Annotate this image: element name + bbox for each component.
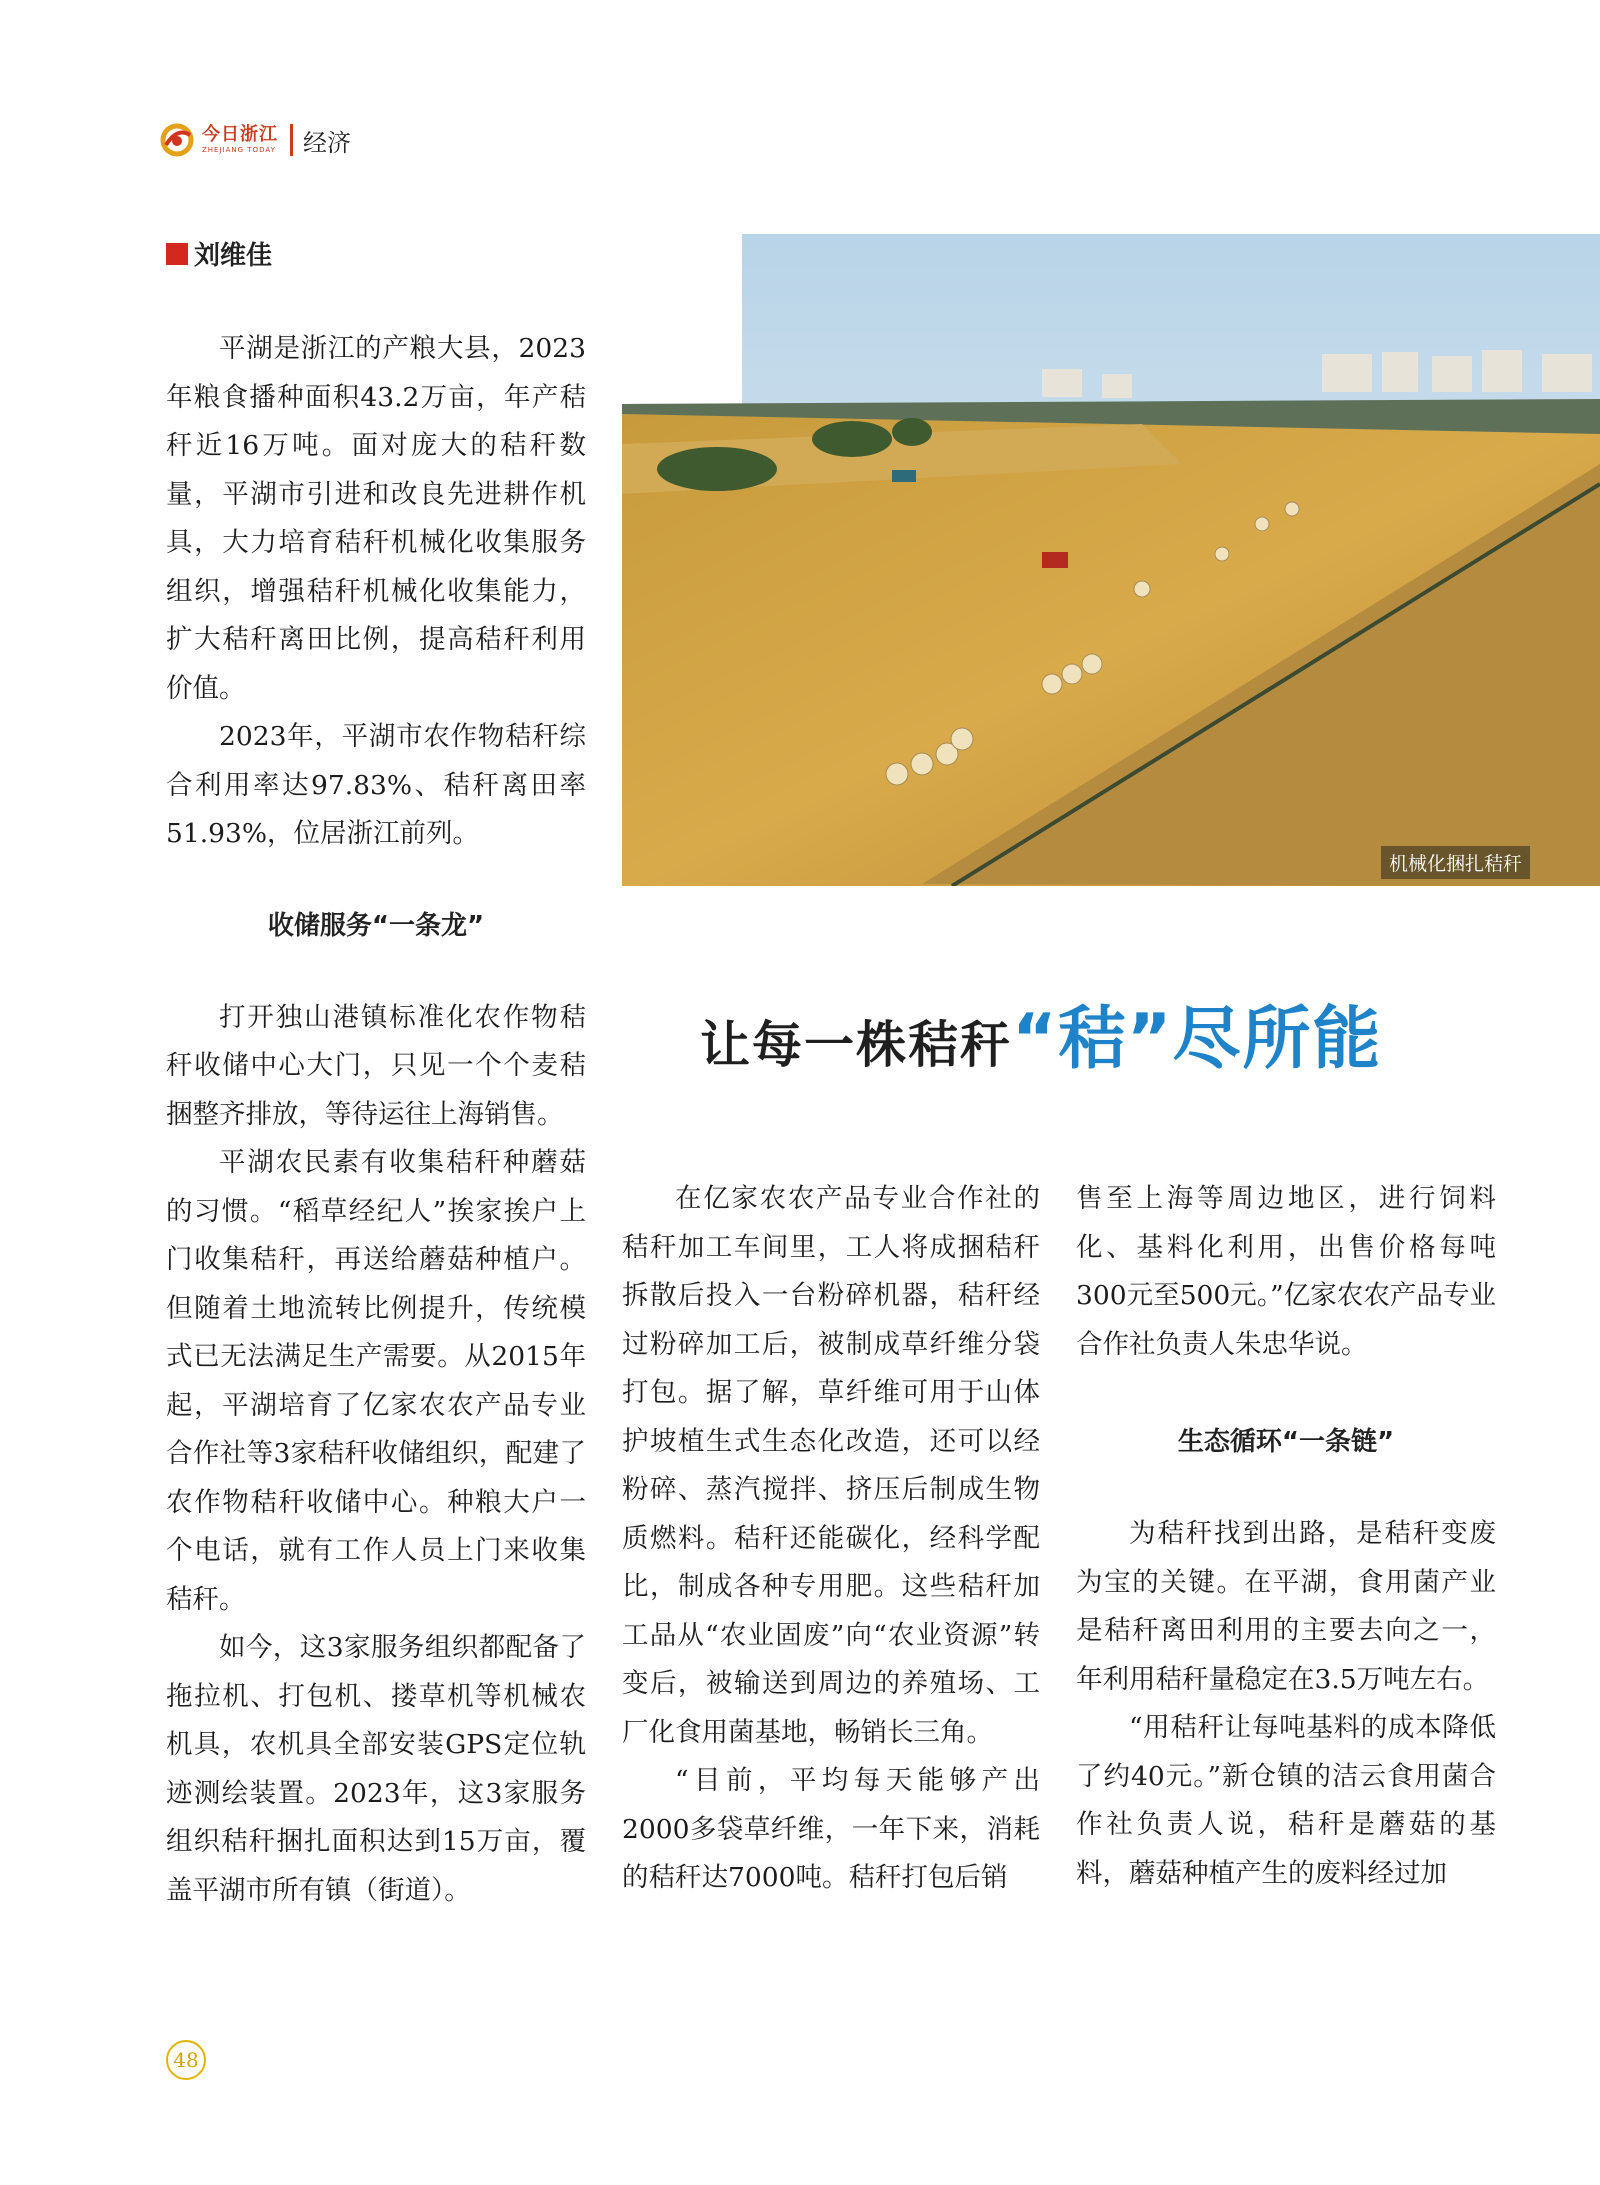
paragraph: 2023年，平湖市农作物秸秆综合利用率达97.83%、秸秆离田率51.93%，位居浙江前列。 xyxy=(166,721,586,849)
square-marker-icon xyxy=(166,243,188,265)
article-column-1 xyxy=(166,325,586,1915)
logo-text: 今日浙江 xyxy=(202,124,278,145)
section-label: 经济 xyxy=(303,128,351,157)
page-header xyxy=(160,118,351,162)
article-column-3 xyxy=(1076,1175,1496,1898)
title-part: 让每一株秸秆 xyxy=(700,1016,1012,1074)
logo xyxy=(202,126,278,154)
field-photo xyxy=(622,234,1600,886)
paragraph: 售至上海等周边地区，进行饲料化、基料化利用，出售价格每吨300元至500元。”亿家农农产品专业合作社负责人朱忠华说。 xyxy=(1076,1183,1496,1360)
header-divider xyxy=(290,124,293,156)
paragraph: 打开独山港镇标准化农作物秸秆收储中心大门，只见一个个麦秸捆整齐排放，等待运往上海销售。 xyxy=(166,1001,586,1130)
paragraph: 在亿家农农产品专业合作社的秸秆加工车间里，工人将成捆秸秆拆散后投入一台粉碎机器，秸秆经过粉碎加工后，被制成草纤维分袋打包。据了解，草纤维可用于山体护坡植生式生态化改造，还可以经粉碎、蒸汽搅拌、挤压后制成生物质燃料。秸秆还能碳化，经科学配比，制成各种专用肥。这些秸秆加工品从“农业固废”向“农业资源”转变后，被输送到周边的养殖场、工厂化食用菌基地，畅销长三角。 xyxy=(622,1183,1040,1748)
author-byline xyxy=(166,235,272,272)
paragraph: “用秸秆让每吨基料的成本降低了约40元。”新仓镇的洁云食用菌合作社负责人说，秸秆是蘑菇的基料，蘑菇种植产生的废料经过加 xyxy=(1076,1712,1496,1889)
paragraph: 如今，这3家服务组织都配备了拖拉机、打包机、搂草机等机械农机具，农机具全部安装GPS定位轨迹测绘装置。2023年，这3家服务组织秸秆捆扎面积达到15万亩，覆盖平湖市所有镇（街道）。 xyxy=(166,1632,586,1906)
logo-subtext: ZHEJIANG TODAY xyxy=(202,146,276,154)
paragraph: 为秸秆找到出路，是秸秆变废为宝的关键。在平湖，食用菌产业是秸秆离田利用的主要去向之一，年利用秸秆量稳定在3.5万吨左右。 xyxy=(1076,1518,1496,1695)
paragraph: “目前，平均每天能够产出2000多袋草纤维，一年下来，消耗的秸秆达7000吨。秸秆打包后销 xyxy=(622,1765,1040,1893)
paragraph: 平湖农民素有收集秸秆种蘑菇的习惯。“稻草经纪人”挨家挨户上门收集秸秆，再送给蘑菇种植户。但随着土地流转比例提升，传统模式已无法满足生产需要。从2015年起，平湖培育了亿家农农产品专业合作社等3家秸秆收储组织，配建了农作物秸秆收储中心。种粮大户一个电话，就有工作人员上门来收集秸秆。 xyxy=(166,1147,586,1615)
author-name: 刘维佳 xyxy=(194,241,273,271)
subheading: 生态循环“一条链” xyxy=(1177,1427,1395,1457)
title-part: 尽所能 xyxy=(1172,1000,1383,1079)
subheading: 收储服务“一条龙” xyxy=(267,910,485,941)
article-column-2 xyxy=(622,1175,1040,1903)
paragraph: 平湖是浙江的产粮大县，2023年粮食播种面积43.2万亩，年产秸秆近16万吨。面对庞大的秸秆数量，平湖市引进和改良先进耕作机具，大力培育秸秆机械化收集服务组织，增强秸秆机械化收集能力，扩大秸秆离田比例，提高秸秆利用价值。 xyxy=(166,333,586,704)
page-number-text: 48 xyxy=(166,2040,206,2080)
field-photo-illustration xyxy=(622,234,1600,886)
photo-caption: 机械化捆扎秸秆 xyxy=(1381,846,1530,879)
page-number xyxy=(166,2040,206,2080)
title-highlight: “秸” xyxy=(1012,1000,1173,1079)
article-title xyxy=(700,985,1382,1082)
logo-icon xyxy=(160,123,194,157)
